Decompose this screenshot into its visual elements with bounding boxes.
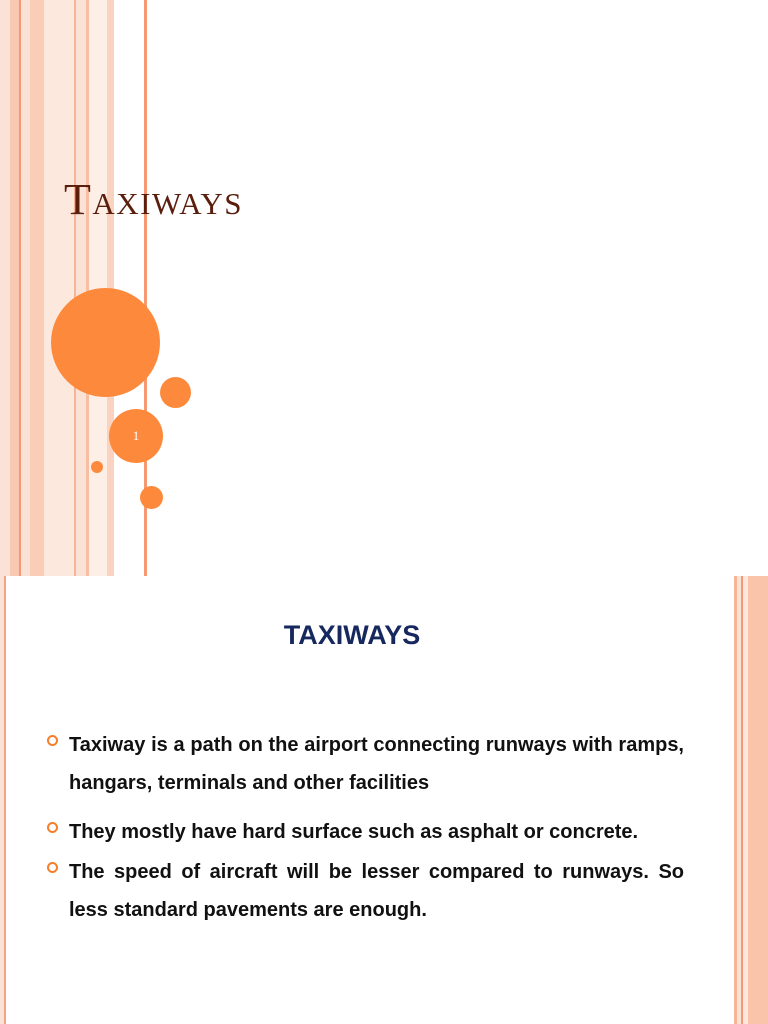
circle-bullet-icon: [47, 862, 58, 873]
stripe: [30, 0, 44, 576]
circle-bullet-icon: [47, 822, 58, 833]
decorative-circle-small: [160, 377, 191, 408]
bullet-text: The speed of aircraft will be lesser compared to runways. So less standard pavements are enough.: [69, 861, 684, 921]
slide-number: 1: [132, 428, 140, 443]
decorative-circle-tiny: [91, 461, 103, 473]
stripe: [21, 0, 30, 576]
slide-heading: TAXIWAYS: [283, 620, 421, 650]
bullet-text: They mostly have hard surface such as asphalt or concrete.: [69, 821, 639, 843]
stripe: [748, 576, 768, 1024]
list-item: [44, 726, 684, 802]
list-item: [44, 813, 684, 851]
stripe: [44, 0, 74, 576]
content-slide: [0, 576, 768, 1024]
bullet-list: [44, 726, 684, 940]
bullet-text: Taxiway is a path on the airport connecting runways with ramps, hangars, terminals and other facilities: [69, 734, 684, 794]
decorative-circle-small: [140, 486, 163, 509]
stripe: [0, 0, 10, 576]
stripe: [114, 0, 144, 576]
decorative-circle-large: [51, 288, 160, 397]
stripe: [76, 0, 86, 576]
circle-bullet-icon: [47, 735, 58, 746]
slide-title: Taxiways: [64, 175, 243, 224]
stripe: [10, 0, 19, 576]
list-item: [44, 853, 684, 929]
